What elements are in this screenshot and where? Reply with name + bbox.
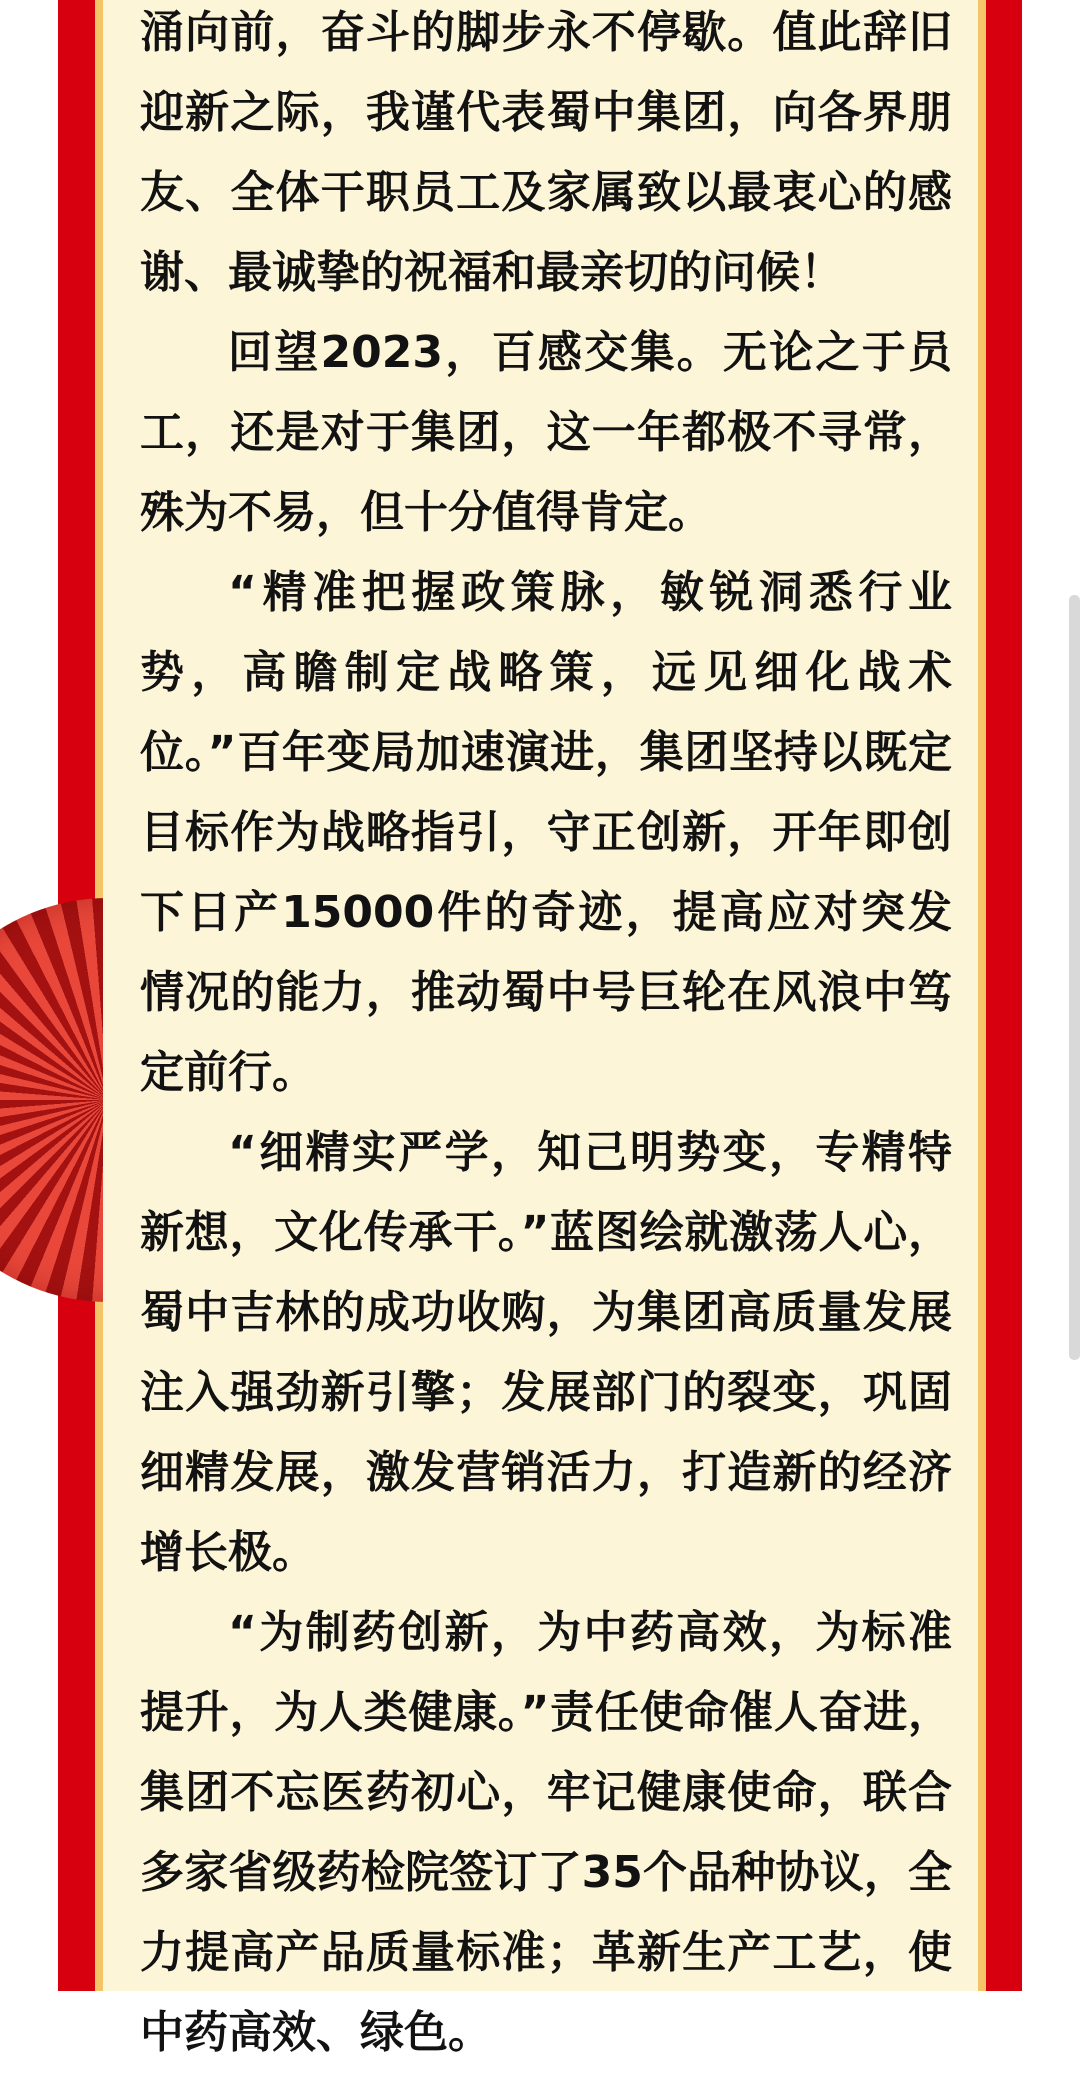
right-gold-trim	[978, 0, 986, 1991]
paragraph-strategy: “精准把握政策脉，敏锐洞悉行业势，高瞻制定战略策，远见细化战术位。”百年变局加速演进，集团坚持以既定目标作为战略指引，守正创新，开年即创下日产15000件的奇迹，提高应对突发情况的能力，推动蜀中号巨轮在风浪中笃定前行。	[140, 567, 952, 1098]
right-red-border	[986, 0, 1022, 1991]
paragraph-mission: “为制药创新，为中药高效，为标准提升，为人类健康。”责任使命催人奋进，集团不忘医药初心，牢记健康使命，联合多家省级药检院签订了35个品种协议，全力提高产品质量标准；革新生产工艺，使中药高效、绿色。	[140, 1607, 952, 2058]
paper-fan-decoration	[58, 898, 103, 1302]
bottom-page-edge	[0, 1991, 1080, 1997]
scrollbar-thumb[interactable]	[1069, 595, 1080, 1360]
paragraph-review-2023: 回望2023，百感交集。无论之于员工，还是对于集团，这一年都极不寻常，殊为不易，但十分值得肯定。	[140, 327, 952, 538]
paragraph-culture: “细精实严学，知己明势变，专精特新想，文化传承干。”蓝图绘就激荡人心，蜀中吉林的成功收购，为集团高质量发展注入强劲新引擎；发展部门的裂变，巩固细精发展，激发营销活力，打造新的经济增长极。	[140, 1127, 952, 1578]
letter-body	[140, 0, 952, 2073]
letter-panel	[103, 0, 978, 2058]
paragraph-greeting: 涌向前，奋斗的脚步永不停歇。值此辞旧迎新之际，我谨代表蜀中集团，向各界朋友、全体干职员工及家属致以最衷心的感谢、最诚挚的祝福和最亲切的问候！	[140, 7, 952, 298]
